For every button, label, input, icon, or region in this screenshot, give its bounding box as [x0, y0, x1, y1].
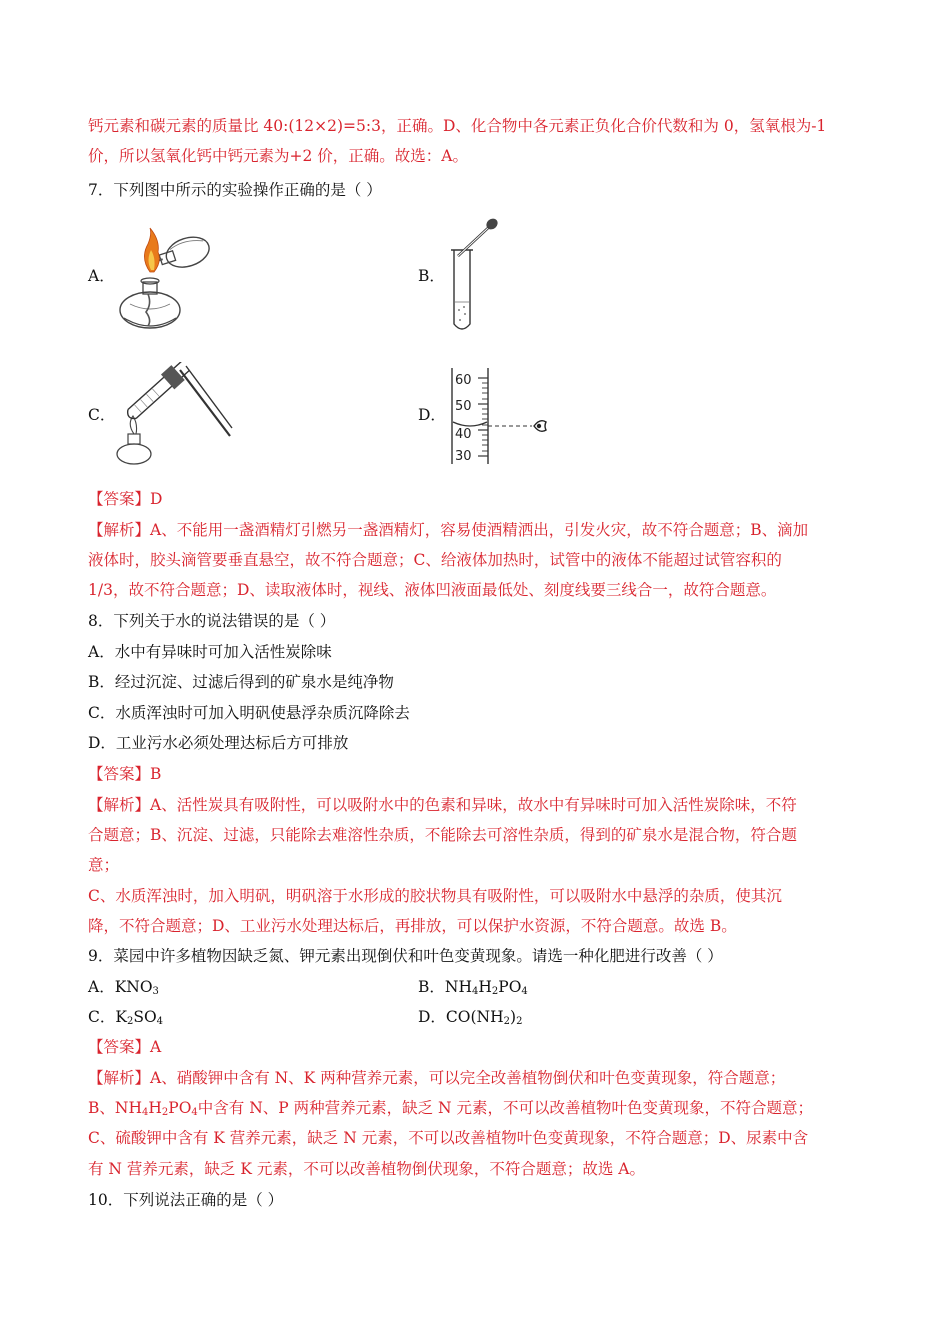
- q8-option-c: C．水质浑浊时可加入明矾使悬浮杂质沉降除去: [88, 704, 410, 722]
- q8-option-d: D．工业污水必须处理达标后方可排放: [88, 734, 349, 752]
- heating-test-tube-figure: [112, 362, 234, 468]
- q7-option-a-label: A．: [88, 267, 115, 285]
- q8-analysis-line-3: 意；: [88, 856, 120, 874]
- cylinder-tick-50: 50: [455, 399, 472, 414]
- q7-option-c-label: C．: [88, 406, 116, 424]
- cylinder-tick-60: 60: [455, 373, 472, 388]
- q9-analysis-line-2: B、$NH_4H_2PO_4$中含有 N、P 两种营养元素，缺乏 N 元素，不可以改善植物叶色变黄现象，不符合题意；: [88, 1099, 814, 1118]
- q9-analysis-line-3: C、硫酸钾中含有 K 营养元素，缺乏 N 元素，不可以改善植物叶色变黄现象，不符合题意；D、尿素中含: [88, 1129, 809, 1147]
- intro-line-2: 价，所以氢氧化钙中钙元素为+2 价，正确。故选：A。: [88, 147, 468, 165]
- q9-option-c: C．$K_2SO_4$: [88, 1008, 164, 1027]
- q7-analysis-line-3: 1/3，故不符合题意；D、读取液体时，视线、液体凹液面最低处、刻度线要三线合一，故符合题意。: [88, 581, 777, 599]
- q8-option-b: B．经过沉淀、过滤后得到的矿泉水是纯净物: [88, 673, 394, 691]
- q8-answer: 【答案】B: [88, 765, 162, 783]
- q9-option-a: A．$KNO_3$: [88, 978, 159, 997]
- q9-analysis-line-4: 有 N 营养元素，缺乏 K 元素，不可以改善植物倒伏现象，不符合题意；故选 A。: [88, 1160, 645, 1178]
- q8-analysis-line-2: 合题意；B、沉淀、过滤，只能除去难溶性杂质，不能除去可溶性杂质，得到的矿泉水是混合物，符合题: [88, 826, 797, 844]
- q7-analysis-line-2: 液体时，胶头滴管要垂直悬空，故不符合题意；C、给液体加热时，试管中的液体不能超过试管容积的: [88, 551, 782, 569]
- dropper-into-test-tube-figure: [446, 214, 506, 336]
- q9-stem: 9．菜园中许多植物因缺乏氮、钾元素出现倒伏和叶色变黄现象。请选一种化肥进行改善（ ）: [88, 947, 723, 965]
- q7-option-d-label: D．: [418, 406, 446, 424]
- q7-stem: 7．下列图中所示的实验操作正确的是（ ）: [88, 181, 382, 199]
- q9-option-b: B．$NH_4H_2PO_4$: [418, 978, 528, 997]
- q7-option-b-label: B．: [418, 267, 445, 285]
- q8-stem: 8．下列关于水的说法错误的是（ ）: [88, 612, 336, 630]
- q8-analysis-line-4: C、水质浑浊时，加入明矾，明矾溶于水形成的胶状物具有吸附性，可以吸附水中悬浮的杂质，使其沉: [88, 887, 782, 905]
- cylinder-tick-30: 30: [455, 449, 472, 464]
- q8-analysis-line-1: 【解析】A、活性炭具有吸附性，可以吸附水中的色素和异味，故水中有异味时可加入活性炭除味，不符: [88, 796, 797, 814]
- q7-analysis-line-1: 【解析】A、不能用一盏酒精灯引燃另一盏酒精灯，容易使酒精洒出，引发火灾，故不符合题意；B、滴加: [88, 521, 809, 539]
- q9-answer: 【答案】A: [88, 1038, 162, 1056]
- q8-analysis-line-5: 降，不符合题意；D、工业污水处理达标后，再排放，可以保护水资源，不符合题意。故选 B。: [88, 917, 737, 935]
- q10-stem: 10．下列说法正确的是（ ）: [88, 1191, 284, 1209]
- q8-option-a: A．水中有异味时可加入活性炭除味: [88, 643, 332, 661]
- graduated-cylinder-reading-figure: [448, 366, 550, 466]
- alcohol-lamp-ignition-figure: [110, 226, 215, 332]
- q9-option-d: D．$CO(NH_2)_2$: [418, 1008, 523, 1027]
- q7-answer: 【答案】D: [88, 490, 163, 508]
- intro-line-1: 钙元素和碳元素的质量比 40:(12×2)=5:3，正确。D、化合物中各元素正负化合价代数和为 0，氢氧根为-1: [88, 117, 827, 135]
- eye-icon: [534, 421, 546, 432]
- cylinder-tick-40: 40: [455, 427, 472, 442]
- q9-analysis-line-1: 【解析】A、硝酸钾中含有 N、K 两种营养元素，可以完全改善植物倒伏和叶色变黄现象，符合题意；: [88, 1069, 786, 1087]
